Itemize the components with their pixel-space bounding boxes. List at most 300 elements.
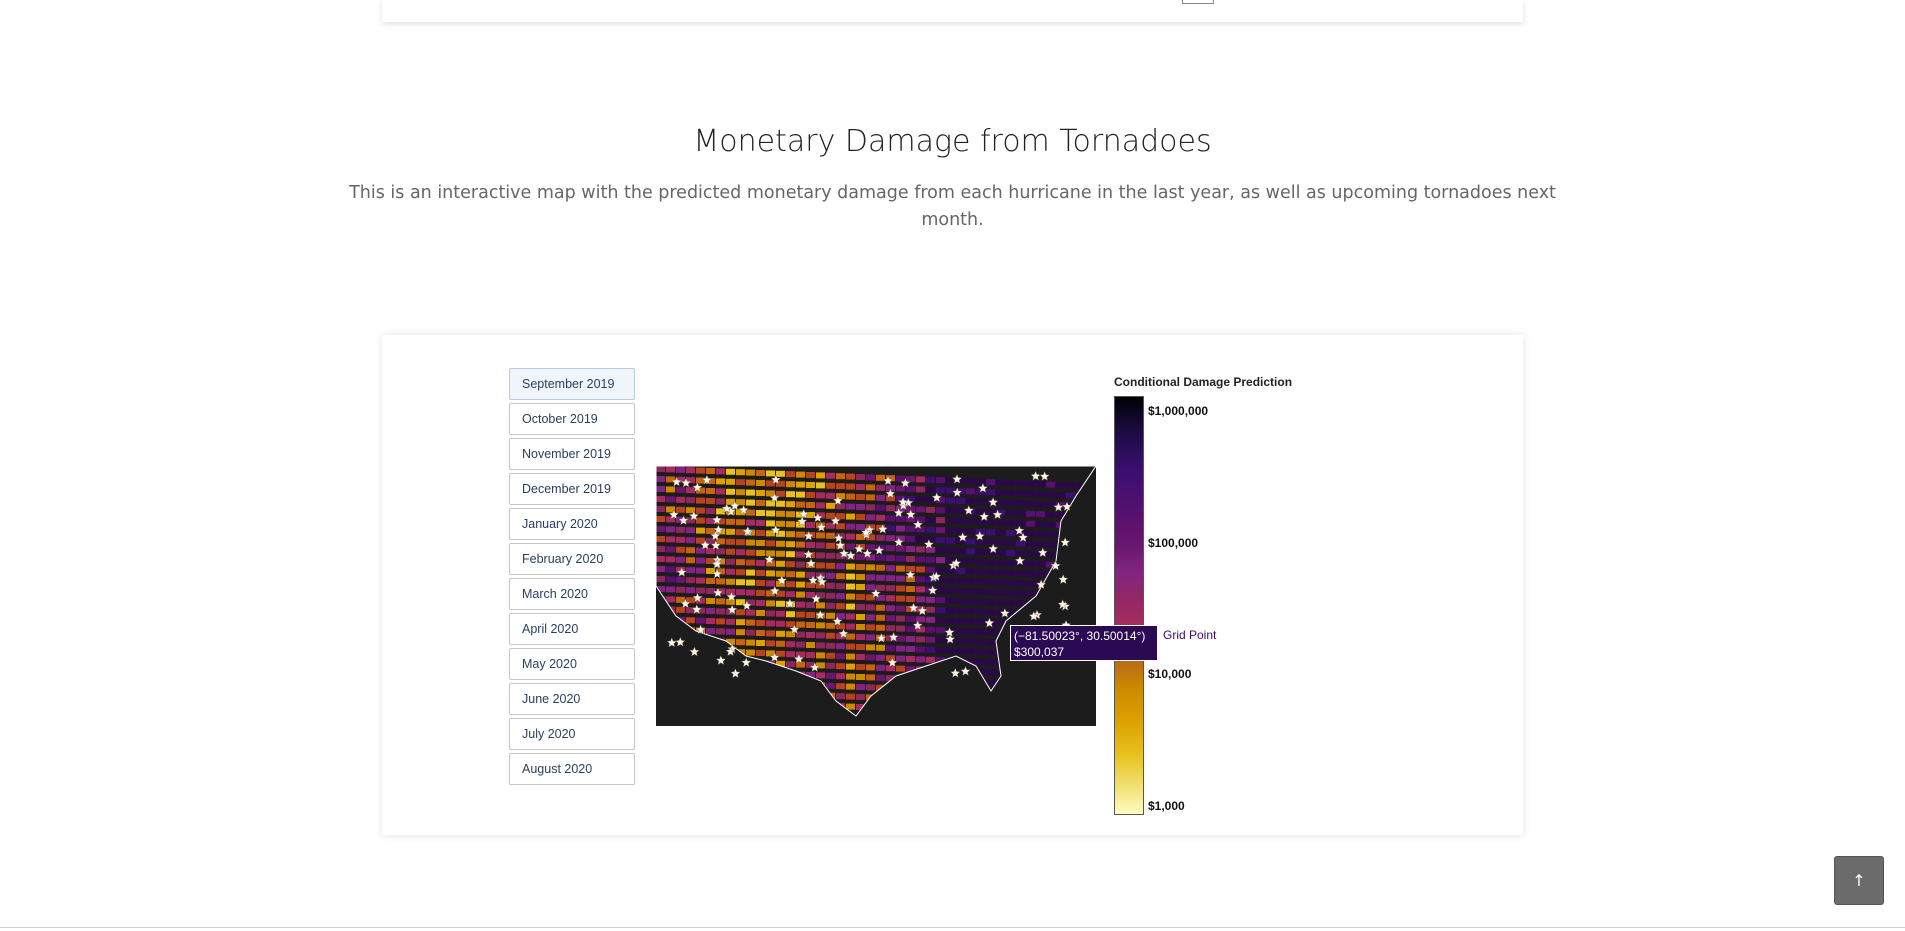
grid-cell: [746, 590, 755, 596]
grid-cell: [756, 670, 765, 676]
grid-cell: [1036, 601, 1045, 607]
grid-cell: [956, 548, 965, 554]
month-button[interactable]: April 2020: [509, 613, 635, 645]
grid-cell: [856, 504, 865, 510]
grid-cell: [736, 699, 745, 705]
map-card: [382, 335, 1523, 835]
grid-cell: [1016, 670, 1025, 676]
grid-cell: [966, 478, 975, 484]
grid-cell: [676, 577, 685, 583]
grid-cell: [826, 563, 835, 569]
grid-cell: [966, 598, 975, 604]
grid-cell: [736, 589, 745, 595]
grid-cell: [976, 549, 985, 555]
grid-cell: [1046, 712, 1055, 718]
grid-cell: [926, 667, 935, 673]
grid-cell: [926, 527, 935, 533]
grid-cell: [766, 470, 775, 476]
grid-cell: [836, 583, 845, 589]
grid-cell: [1076, 613, 1085, 619]
grid-cell: [696, 698, 705, 704]
grid-cell: [846, 504, 855, 510]
grid-cell: [846, 564, 855, 570]
grid-cell: [1066, 662, 1075, 668]
grid-cell: [1006, 710, 1015, 716]
grid-cell: [746, 650, 755, 656]
grid-cell: [756, 650, 765, 656]
grid-cell: [716, 688, 725, 694]
grid-cell: [846, 584, 855, 590]
grid-cell: [866, 564, 875, 570]
grid-cell: [816, 642, 825, 648]
grid-cell: [936, 507, 945, 513]
grid-cell: [996, 570, 1005, 576]
grid-cell: [736, 679, 745, 685]
grid-cell: [1036, 681, 1045, 687]
month-button[interactable]: December 2019: [509, 473, 635, 505]
grid-cell: [676, 667, 685, 673]
grid-cell: [1006, 480, 1015, 486]
grid-cell: [766, 630, 775, 636]
damage-map[interactable]: [656, 466, 1096, 726]
grid-cell: [996, 520, 1005, 526]
grid-cell: [656, 626, 665, 632]
section-title: Monetary Damage from Tornadoes: [693, 124, 1212, 159]
grid-cell: [856, 574, 865, 580]
grid-cell: [676, 497, 685, 503]
grid-cell: [756, 580, 765, 586]
grid-cell: [756, 470, 765, 476]
grid-cell: [1066, 692, 1075, 698]
grid-cell: [736, 479, 745, 485]
grid-cell: [946, 568, 955, 574]
grid-cell: [696, 578, 705, 584]
grid-cell: [976, 579, 985, 585]
grid-cell: [676, 467, 685, 473]
grid-cell: [936, 607, 945, 613]
grid-cell: [846, 514, 855, 520]
grid-cell: [1046, 552, 1055, 558]
map-canvas[interactable]: [656, 466, 1096, 726]
grid-cell: [656, 606, 665, 612]
grid-cell: [836, 683, 845, 689]
grid-cell: [746, 560, 755, 566]
grid-cell: [826, 553, 835, 559]
grid-cell: [666, 566, 675, 572]
grid-cell: [746, 640, 755, 646]
scroll-to-top-button[interactable]: [1834, 856, 1884, 905]
grid-cell: [736, 689, 745, 695]
month-button[interactable]: March 2020: [509, 578, 635, 610]
grid-cell: [966, 638, 975, 644]
grid-cell: [696, 508, 705, 514]
grid-cell: [836, 513, 845, 519]
grid-cell: [906, 626, 915, 632]
grid-cell: [846, 674, 855, 680]
grid-cell: [846, 604, 855, 610]
grid-cell: [1066, 572, 1075, 578]
grid-cell: [1086, 503, 1095, 509]
grid-cell: [966, 578, 975, 584]
month-button[interactable]: January 2020: [509, 508, 635, 540]
grid-cell: [956, 658, 965, 664]
grid-cell: [986, 699, 995, 705]
grid-cell: [726, 659, 735, 665]
grid-cell: [956, 678, 965, 684]
grid-cell: [706, 608, 715, 614]
grid-cell: [1086, 713, 1095, 719]
grid-cell: [906, 486, 915, 492]
grid-cell: [956, 528, 965, 534]
grid-cell: [776, 701, 785, 707]
hover-value: $300,037: [1014, 645, 1065, 659]
grid-cell: [716, 488, 725, 494]
grid-cell: [976, 499, 985, 505]
grid-cell: [996, 600, 1005, 606]
grid-cell: [976, 609, 985, 615]
grid-cell: [706, 578, 715, 584]
grid-cell: [656, 486, 665, 492]
grid-cell: [686, 497, 695, 503]
grid-cell: [926, 487, 935, 493]
grid-cell: [886, 565, 895, 571]
grid-cell: [746, 700, 755, 706]
grid-cell: [936, 547, 945, 553]
grid-cell: [986, 479, 995, 485]
grid-cell: [1056, 682, 1065, 688]
grid-cell: [826, 623, 835, 629]
grid-cell: [1026, 491, 1035, 497]
grid-cell: [826, 583, 835, 589]
grid-cell: [656, 476, 665, 482]
grid-cell: [1086, 493, 1095, 499]
grid-cell: [1046, 582, 1055, 588]
grid-cell: [1076, 533, 1085, 539]
grid-cell: [846, 644, 855, 650]
grid-cell: [886, 585, 895, 591]
grid-cell: [986, 669, 995, 675]
grid-cell: [916, 546, 925, 552]
grid-cell: [786, 671, 795, 677]
grid-cell: [1086, 543, 1095, 549]
grid-cell: [686, 697, 695, 703]
grid-cell: [956, 568, 965, 574]
month-button[interactable]: September 2019: [509, 368, 635, 400]
grid-cell: [736, 639, 745, 645]
grid-cell: [1016, 700, 1025, 706]
grid-cell: [786, 701, 795, 707]
grid-cell: [936, 707, 945, 713]
grid-cell: [726, 479, 735, 485]
grid-cell: [906, 596, 915, 602]
grid-cell: [1086, 613, 1095, 619]
grid-cell: [846, 484, 855, 490]
grid-cell: [706, 588, 715, 594]
grid-cell: [1026, 591, 1035, 597]
grid-cell: [856, 674, 865, 680]
grid-cell: [656, 586, 665, 592]
grid-cell: [656, 646, 665, 652]
month-button[interactable]: May 2020: [509, 648, 635, 680]
grid-cell: [1066, 702, 1075, 708]
month-button[interactable]: June 2020: [509, 683, 635, 715]
grid-cell: [786, 531, 795, 537]
grid-cell: [996, 700, 1005, 706]
grid-cell: [1046, 502, 1055, 508]
grid-cell: [936, 527, 945, 533]
grid-cell: [726, 629, 735, 635]
grid-cell: [906, 556, 915, 562]
grid-cell: [806, 522, 815, 528]
grid-cell: [926, 537, 935, 543]
grid-cell: [736, 539, 745, 545]
grid-cell: [896, 696, 905, 702]
grid-cell: [1026, 711, 1035, 717]
grid-cell: [806, 682, 815, 688]
grid-cell: [706, 628, 715, 634]
grid-cell: [1046, 672, 1055, 678]
grid-cell: [826, 653, 835, 659]
grid-cell: [1046, 482, 1055, 488]
grid-cell: [1036, 521, 1045, 527]
grid-cell: [816, 562, 825, 568]
grid-cell: [666, 536, 675, 542]
grid-cell: [846, 474, 855, 480]
grid-cell: [1016, 500, 1025, 506]
grid-cell: [976, 479, 985, 485]
grid-cell: [1006, 580, 1015, 586]
grid-cell: [946, 518, 955, 524]
grid-cell: [1016, 520, 1025, 526]
grid-cell: [906, 546, 915, 552]
grid-cell: [1076, 593, 1085, 599]
grid-cell: [796, 642, 805, 648]
grid-cell: [1026, 581, 1035, 587]
grid-cell: [866, 614, 875, 620]
grid-cell: [656, 696, 665, 702]
grid-cell: [1066, 532, 1075, 538]
grid-cell: [966, 498, 975, 504]
month-button[interactable]: November 2019: [509, 438, 635, 470]
grid-cell: [856, 644, 865, 650]
grid-cell: [926, 517, 935, 523]
grid-cell: [686, 687, 695, 693]
grid-cell: [946, 648, 955, 654]
grid-cell: [666, 586, 675, 592]
grid-cell: [666, 546, 675, 552]
grid-cell: [1006, 520, 1015, 526]
grid-cell: [1046, 592, 1055, 598]
grid-cell: [936, 687, 945, 693]
grid-cell: [956, 518, 965, 524]
grid-cell: [786, 581, 795, 587]
grid-cell: [666, 526, 675, 532]
grid-cell: [686, 657, 695, 663]
colorbar-title: Conditional Damage Prediction: [1114, 375, 1293, 389]
grid-cell: [1036, 541, 1045, 547]
grid-cell: [726, 689, 735, 695]
grid-cell: [1046, 612, 1055, 618]
grid-cell: [996, 490, 1005, 496]
grid-cell: [946, 548, 955, 554]
grid-cell: [976, 699, 985, 705]
grid-cell: [866, 604, 875, 610]
grid-cell: [736, 559, 745, 565]
grid-cell: [786, 541, 795, 547]
grid-cell: [676, 607, 685, 613]
grid-cell: [776, 671, 785, 677]
grid-cell: [776, 601, 785, 607]
grid-cell: [986, 599, 995, 605]
grid-cell: [826, 613, 835, 619]
grid-cell: [746, 620, 755, 626]
grid-cell: [976, 569, 985, 575]
grid-cell: [886, 525, 895, 531]
grid-cell: [876, 615, 885, 621]
grid-cell: [666, 646, 675, 652]
grid-cell: [786, 511, 795, 517]
star-icon: [961, 666, 971, 675]
month-button[interactable]: February 2020: [509, 543, 635, 575]
grid-cell: [776, 541, 785, 547]
grid-cell: [886, 535, 895, 541]
grid-cell: [886, 615, 895, 621]
grid-cell: [1006, 700, 1015, 706]
grid-cell: [726, 529, 735, 535]
grid-cell: [716, 618, 725, 624]
grid-cell: [1046, 692, 1055, 698]
grid-cell: [666, 576, 675, 582]
grid-cell: [796, 482, 805, 488]
grid-cell: [696, 678, 705, 684]
grid-cell: [836, 643, 845, 649]
grid-cell: [1076, 603, 1085, 609]
grid-cell: [856, 604, 865, 610]
grid-cell: [786, 641, 795, 647]
grid-cell: [676, 587, 685, 593]
grid-cell: [736, 629, 745, 635]
grid-cell: [966, 538, 975, 544]
grid-cell: [796, 692, 805, 698]
grid-cell: [1036, 711, 1045, 717]
grid-cell: [866, 514, 875, 520]
grid-cell: [896, 556, 905, 562]
grid-cell: [1016, 590, 1025, 596]
grid-cell: [966, 608, 975, 614]
grid-cell: [1016, 570, 1025, 576]
grid-cell: [736, 489, 745, 495]
grid-cell: [1006, 550, 1015, 556]
grid-cell: [1046, 492, 1055, 498]
month-button[interactable]: August 2020: [509, 753, 635, 785]
star-icon: [716, 656, 726, 665]
grid-cell: [706, 698, 715, 704]
grid-cell: [876, 535, 885, 541]
grid-cell: [796, 652, 805, 658]
hover-trace-name: Grid Point: [1163, 628, 1217, 642]
grid-cell: [906, 706, 915, 712]
grid-cell: [986, 589, 995, 595]
grid-cell: [706, 668, 715, 674]
grid-cell: [966, 548, 975, 554]
grid-cell: [916, 506, 925, 512]
grid-cell: [936, 677, 945, 683]
grid-cell: [656, 666, 665, 672]
grid-cell: [906, 476, 915, 482]
grid-cell: [686, 547, 695, 553]
grid-cell: [796, 682, 805, 688]
grid-cell: [866, 684, 875, 690]
grid-cell: [776, 621, 785, 627]
grid-cell: [896, 706, 905, 712]
grid-cell: [746, 690, 755, 696]
grid-cell: [756, 500, 765, 506]
grid-cell: [846, 494, 855, 500]
grid-cell: [936, 647, 945, 653]
grid-cell: [1016, 580, 1025, 586]
section-subtitle: This is an interactive map with the predicted monetary damage from each hurricane in the last year, as well as upcoming tornadoes next month.: [349, 183, 1556, 230]
previous-section-card: [382, 0, 1523, 22]
grid-cell: [766, 680, 775, 686]
grid-cell: [976, 619, 985, 625]
grid-cell: [1056, 592, 1065, 598]
grid-cell: [706, 498, 715, 504]
grid-cell: [1026, 541, 1035, 547]
grid-cell: [706, 688, 715, 694]
arrow-up-icon: ↑: [1852, 871, 1866, 890]
grid-cell: [1006, 570, 1015, 576]
grid-cell: [826, 533, 835, 539]
grid-cell: [766, 510, 775, 516]
grid-cell: [656, 576, 665, 582]
grid-cell: [1086, 703, 1095, 709]
hover-coords: (−81.50023°, 30.50014°): [1014, 629, 1146, 643]
grid-cell: [1046, 702, 1055, 708]
grid-cell: [916, 476, 925, 482]
grid-cell: [866, 504, 875, 510]
grid-cell: [916, 556, 925, 562]
grid-cell: [916, 486, 925, 492]
grid-cell: [856, 624, 865, 630]
grid-cell: [1006, 600, 1015, 606]
grid-cell: [1016, 480, 1025, 486]
grid-cell: [956, 698, 965, 704]
grid-cell: [896, 546, 905, 552]
grid-cell: [1076, 553, 1085, 559]
grid-cell: [796, 552, 805, 558]
grid-cell: [696, 668, 705, 674]
grid-cell: [656, 556, 665, 562]
grid-cell: [916, 656, 925, 662]
grid-cell: [726, 569, 735, 575]
grid-cell: [696, 658, 705, 664]
grid-cell: [1046, 662, 1055, 668]
grid-cell: [806, 492, 815, 498]
grid-cell: [1016, 710, 1025, 716]
grid-cell: [1086, 673, 1095, 679]
grid-cell: [746, 630, 755, 636]
grid-cell: [946, 688, 955, 694]
month-button[interactable]: July 2020: [509, 718, 635, 750]
grid-cell: [676, 527, 685, 533]
grid-cell: [956, 628, 965, 634]
colorbar-tick: $100,000: [1148, 536, 1199, 550]
grid-cell: [866, 624, 875, 630]
grid-cell: [756, 680, 765, 686]
grid-cell: [666, 666, 675, 672]
month-button[interactable]: October 2019: [509, 403, 635, 435]
grid-cell: [676, 677, 685, 683]
